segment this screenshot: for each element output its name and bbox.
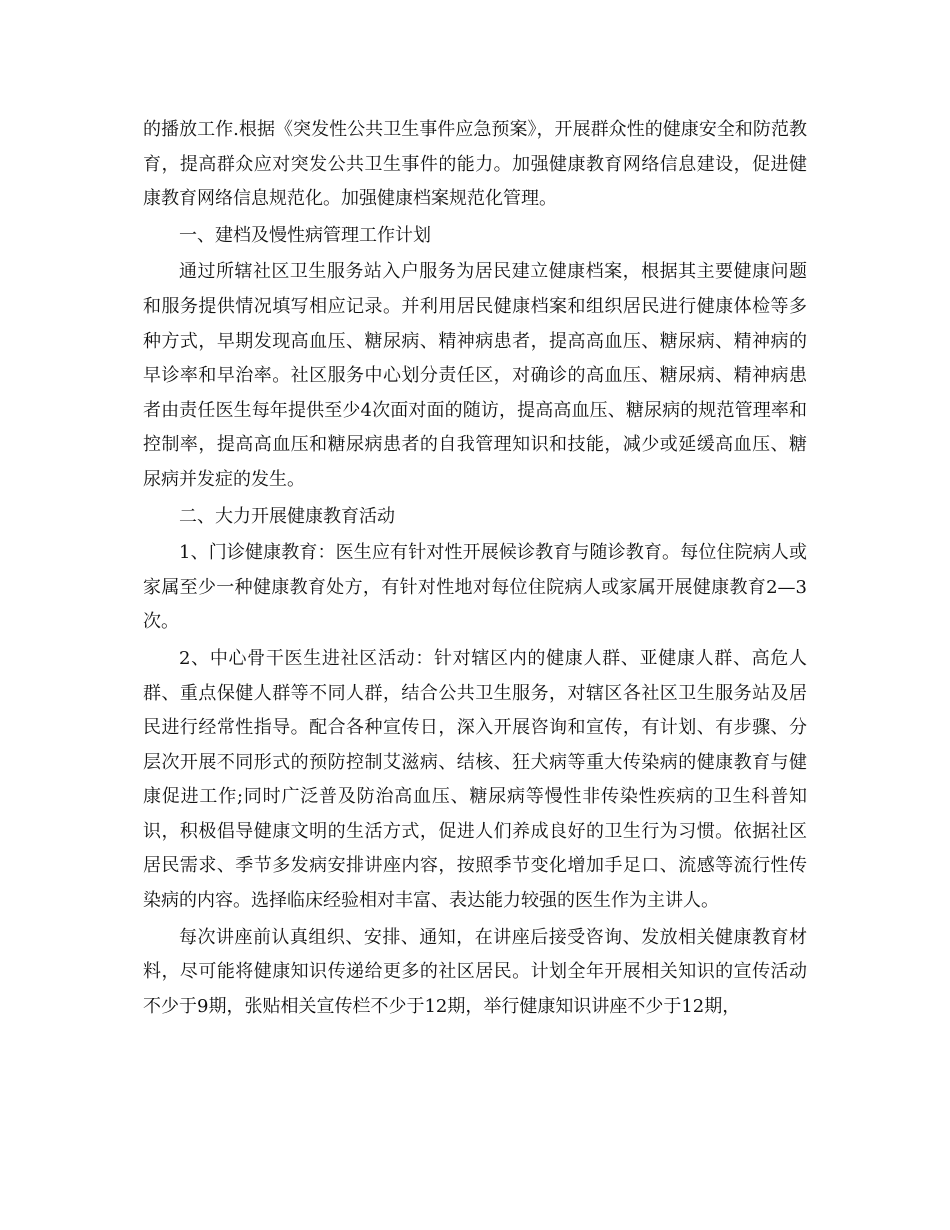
paragraph-community-activity: 2、中心骨干医生进社区活动：针对辖区内的健康人群、亚健康人群、高危人群、重点保健人群等不同人群，结合公共卫生服务，对辖区各社区卫生服务站及居民进行经常性指导。配合各种宣传日，深入开展咨询和宣传，有计划、有步骤、分层次开展不同形式的预防控制艾滋病、结核、狂犬病等重大传染病的健康教育与健康促进工作;同时广泛普及防治高血压、糖尿病等慢性非传染性疾病的卫生科普知识，积极倡导健康文明的生活方式，促进人们养成良好的卫生行为习惯。依据社区居民需求、季节多发病安排讲座内容，按照季节变化增加手足口、流感等流行性传染病的内容。选择临床经验相对丰富、表达能力较强的医生作为主讲人。 <box>143 647 807 912</box>
section-heading-2: 二、大力开展健康教育活动 <box>179 505 395 527</box>
paragraph-outpatient-education: 1、门诊健康教育：医生应有针对性开展候诊教育与随诊教育。每位住院病人或家属至少一种健康教育处方，有针对性地对每位住院病人或家属开展健康教育2—3次。 <box>143 542 807 633</box>
paragraph-lecture-plan: 每次讲座前认真组织、安排、通知，在讲座后接受咨询、发放相关健康教育材料，尽可能将健康知识传递给更多的社区居民。计划全年开展相关知识的宣传活动不少于9期，张贴相关宣传栏不少于12期，举行健康知识讲座不少于12期， <box>143 926 807 1017</box>
section-heading-1: 一、建档及慢性病管理工作计划 <box>179 224 431 246</box>
paragraph-records: 通过所辖社区卫生服务站入户服务为居民建立健康档案，根据其主要健康问题和服务提供情况填写相应记录。并利用居民健康档案和组织居民进行健康体检等多种方式，早期发现高血压、糖尿病、精神病患者，提高高血压、糖尿病、精神病的早诊率和早治率。社区服务中心划分责任区，对确诊的高血压、糖尿病、精神病患者由责任医生每年提供至少4次面对面的随访，提高高血压、糖尿病的规范管理率和控制率，提高高血压和糖尿病患者的自我管理知识和技能，减少或延缓高血压、糖尿病并发症的发生。 <box>143 261 807 490</box>
document-page <box>143 113 807 1026</box>
paragraph-intro: 的播放工作.根据《突发性公共卫生事件应急预案》，开展群众性的健康安全和防范教育，提高群众应对突发公共卫生事件的能力。加强健康教育网络信息建设，促进健康教育网络信息规范化。加强健康档案规范化管理。 <box>143 119 807 210</box>
